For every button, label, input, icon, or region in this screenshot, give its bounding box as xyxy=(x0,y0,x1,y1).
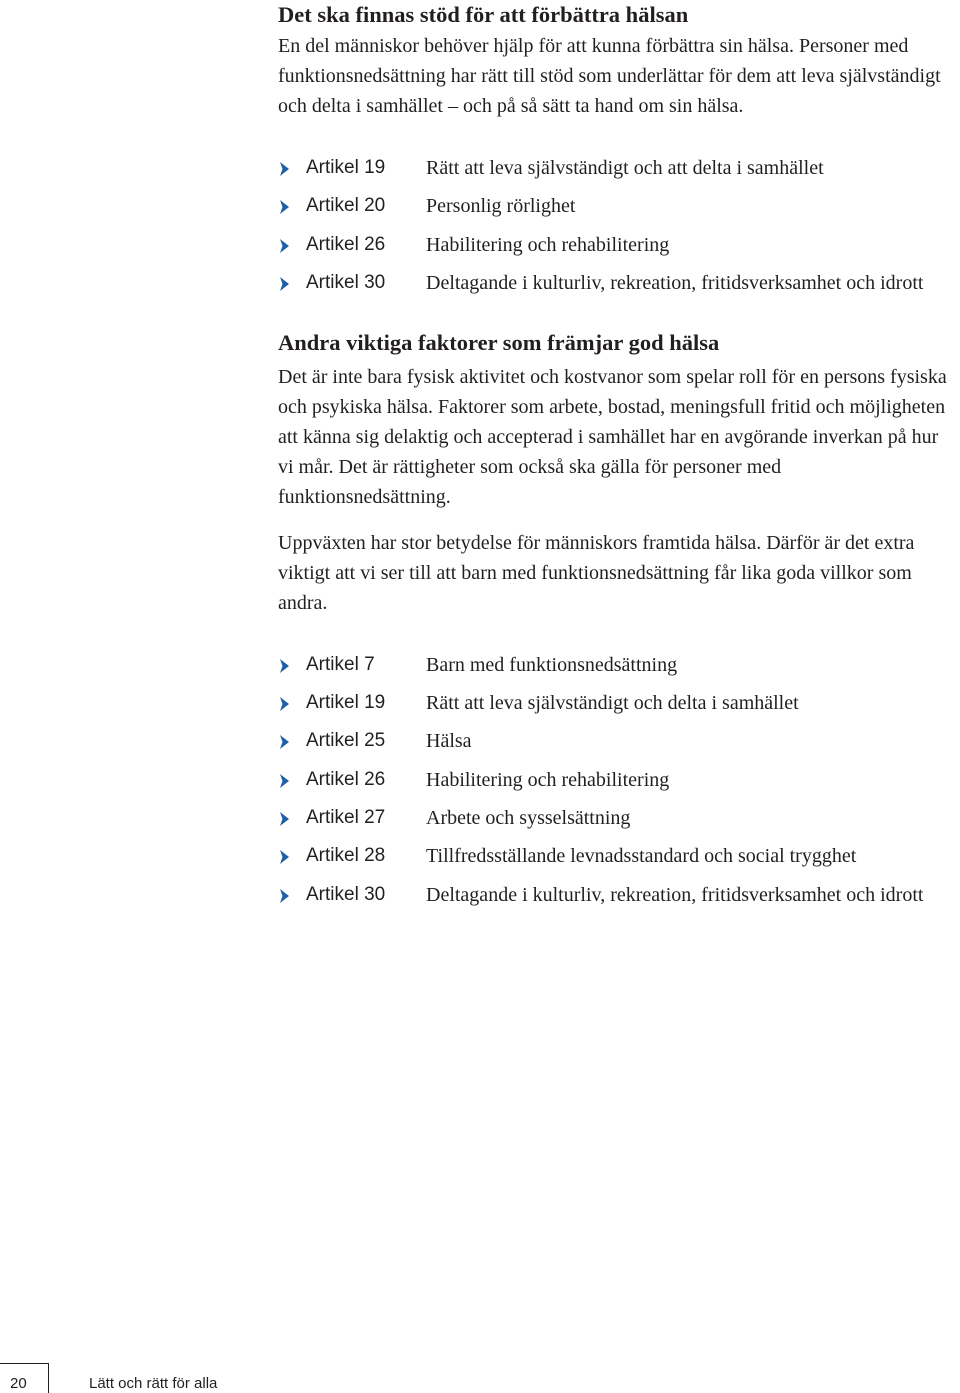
section-heading: Andra viktiga faktorer som främjar god hälsa xyxy=(278,329,720,355)
article-label: Artikel 26 xyxy=(306,768,386,790)
page-number: 20 xyxy=(10,1375,27,1392)
article-title: Personlig rörlighet xyxy=(426,195,576,218)
article-label: Artikel 25 xyxy=(306,730,386,752)
chevron-right-icon xyxy=(278,734,292,750)
section-paragraph: Uppväxten har stor betydelse för människors framtida hälsa. Därför är det extra viktigt att vi ser till att barn med funktionsnedsättning får lika goda villkor som andra. xyxy=(278,531,915,614)
article-title: Habilitering och rehabilitering xyxy=(426,233,670,256)
article-item xyxy=(278,191,953,221)
chevron-right-icon xyxy=(278,811,292,827)
article-item xyxy=(278,841,953,871)
article-title: Hälsa xyxy=(426,730,472,753)
section-paragraph: Det är inte bara fysisk aktivitet och kostvanor som spelar roll för en persons fysiska och psykiska hälsa. Faktorer som arbete, bostad, meningsfull fritid och möjligheten att känna sig delaktig och accepterad i samhället har en avgörande inverkan på hur vi mår. Det är rättigheter som också ska gälla för personer med funktionsnedsättning. xyxy=(278,365,947,508)
article-title: Deltagande i kulturliv, rekreation, fritidsverksamhet och idrott xyxy=(426,883,924,906)
article-item xyxy=(278,650,953,680)
page-footer xyxy=(0,1363,280,1393)
chevron-right-icon xyxy=(278,849,292,865)
article-label: Artikel 26 xyxy=(306,233,386,255)
section-paragraph: En del människor behöver hjälp för att kunna förbättra sin hälsa. Personer med funktionsnedsättning har rätt till stöd som underlättar för dem att leva självständigt och delta i samhället – och på så sätt ta hand om sin hälsa. xyxy=(278,35,941,117)
article-label: Artikel 28 xyxy=(306,845,386,867)
article-title: Rätt att leva självständigt och att delta i samhället xyxy=(426,157,824,179)
article-label: Artikel 7 xyxy=(306,653,375,675)
publication-title: Lätt och rätt för alla xyxy=(89,1375,218,1392)
article-title: Rätt att leva självständigt och delta i samhället xyxy=(426,692,799,715)
page-content xyxy=(278,0,953,918)
section-heading: Det ska finnas stöd för att förbättra hälsan xyxy=(278,2,689,27)
article-label: Artikel 20 xyxy=(306,195,386,217)
article-item xyxy=(278,803,953,833)
article-item xyxy=(278,880,953,910)
article-title: Tillfredsställande levnadsstandard och social trygghet xyxy=(426,845,857,868)
chevron-right-icon xyxy=(278,276,292,292)
article-label: Artikel 27 xyxy=(306,807,386,829)
article-title: Arbete och sysselsättning xyxy=(426,807,631,830)
article-title: Habilitering och rehabilitering xyxy=(426,768,670,791)
chevron-right-icon xyxy=(278,888,292,904)
footer-rule-vertical xyxy=(48,1363,49,1393)
chevron-right-icon xyxy=(278,773,292,789)
article-label: Artikel 30 xyxy=(306,271,386,293)
article-item xyxy=(278,268,953,298)
chevron-right-icon xyxy=(278,658,292,674)
article-label: Artikel 30 xyxy=(306,883,386,905)
chevron-right-icon xyxy=(278,161,292,177)
chevron-right-icon xyxy=(278,238,292,254)
article-list xyxy=(278,650,953,910)
article-item xyxy=(278,688,953,718)
chevron-right-icon xyxy=(278,696,292,712)
article-label: Artikel 19 xyxy=(306,157,386,178)
article-item xyxy=(278,153,953,183)
chevron-right-icon xyxy=(278,199,292,215)
article-title: Barn med funktionsnedsättning xyxy=(426,653,678,676)
article-title: Deltagande i kulturliv, rekreation, fritidsverksamhet och idrott xyxy=(426,271,924,294)
article-item xyxy=(278,726,953,756)
article-label: Artikel 19 xyxy=(306,692,386,714)
article-item xyxy=(278,765,953,795)
article-item xyxy=(278,230,953,260)
footer-rule-horizontal xyxy=(0,1363,49,1364)
article-list xyxy=(278,153,953,298)
